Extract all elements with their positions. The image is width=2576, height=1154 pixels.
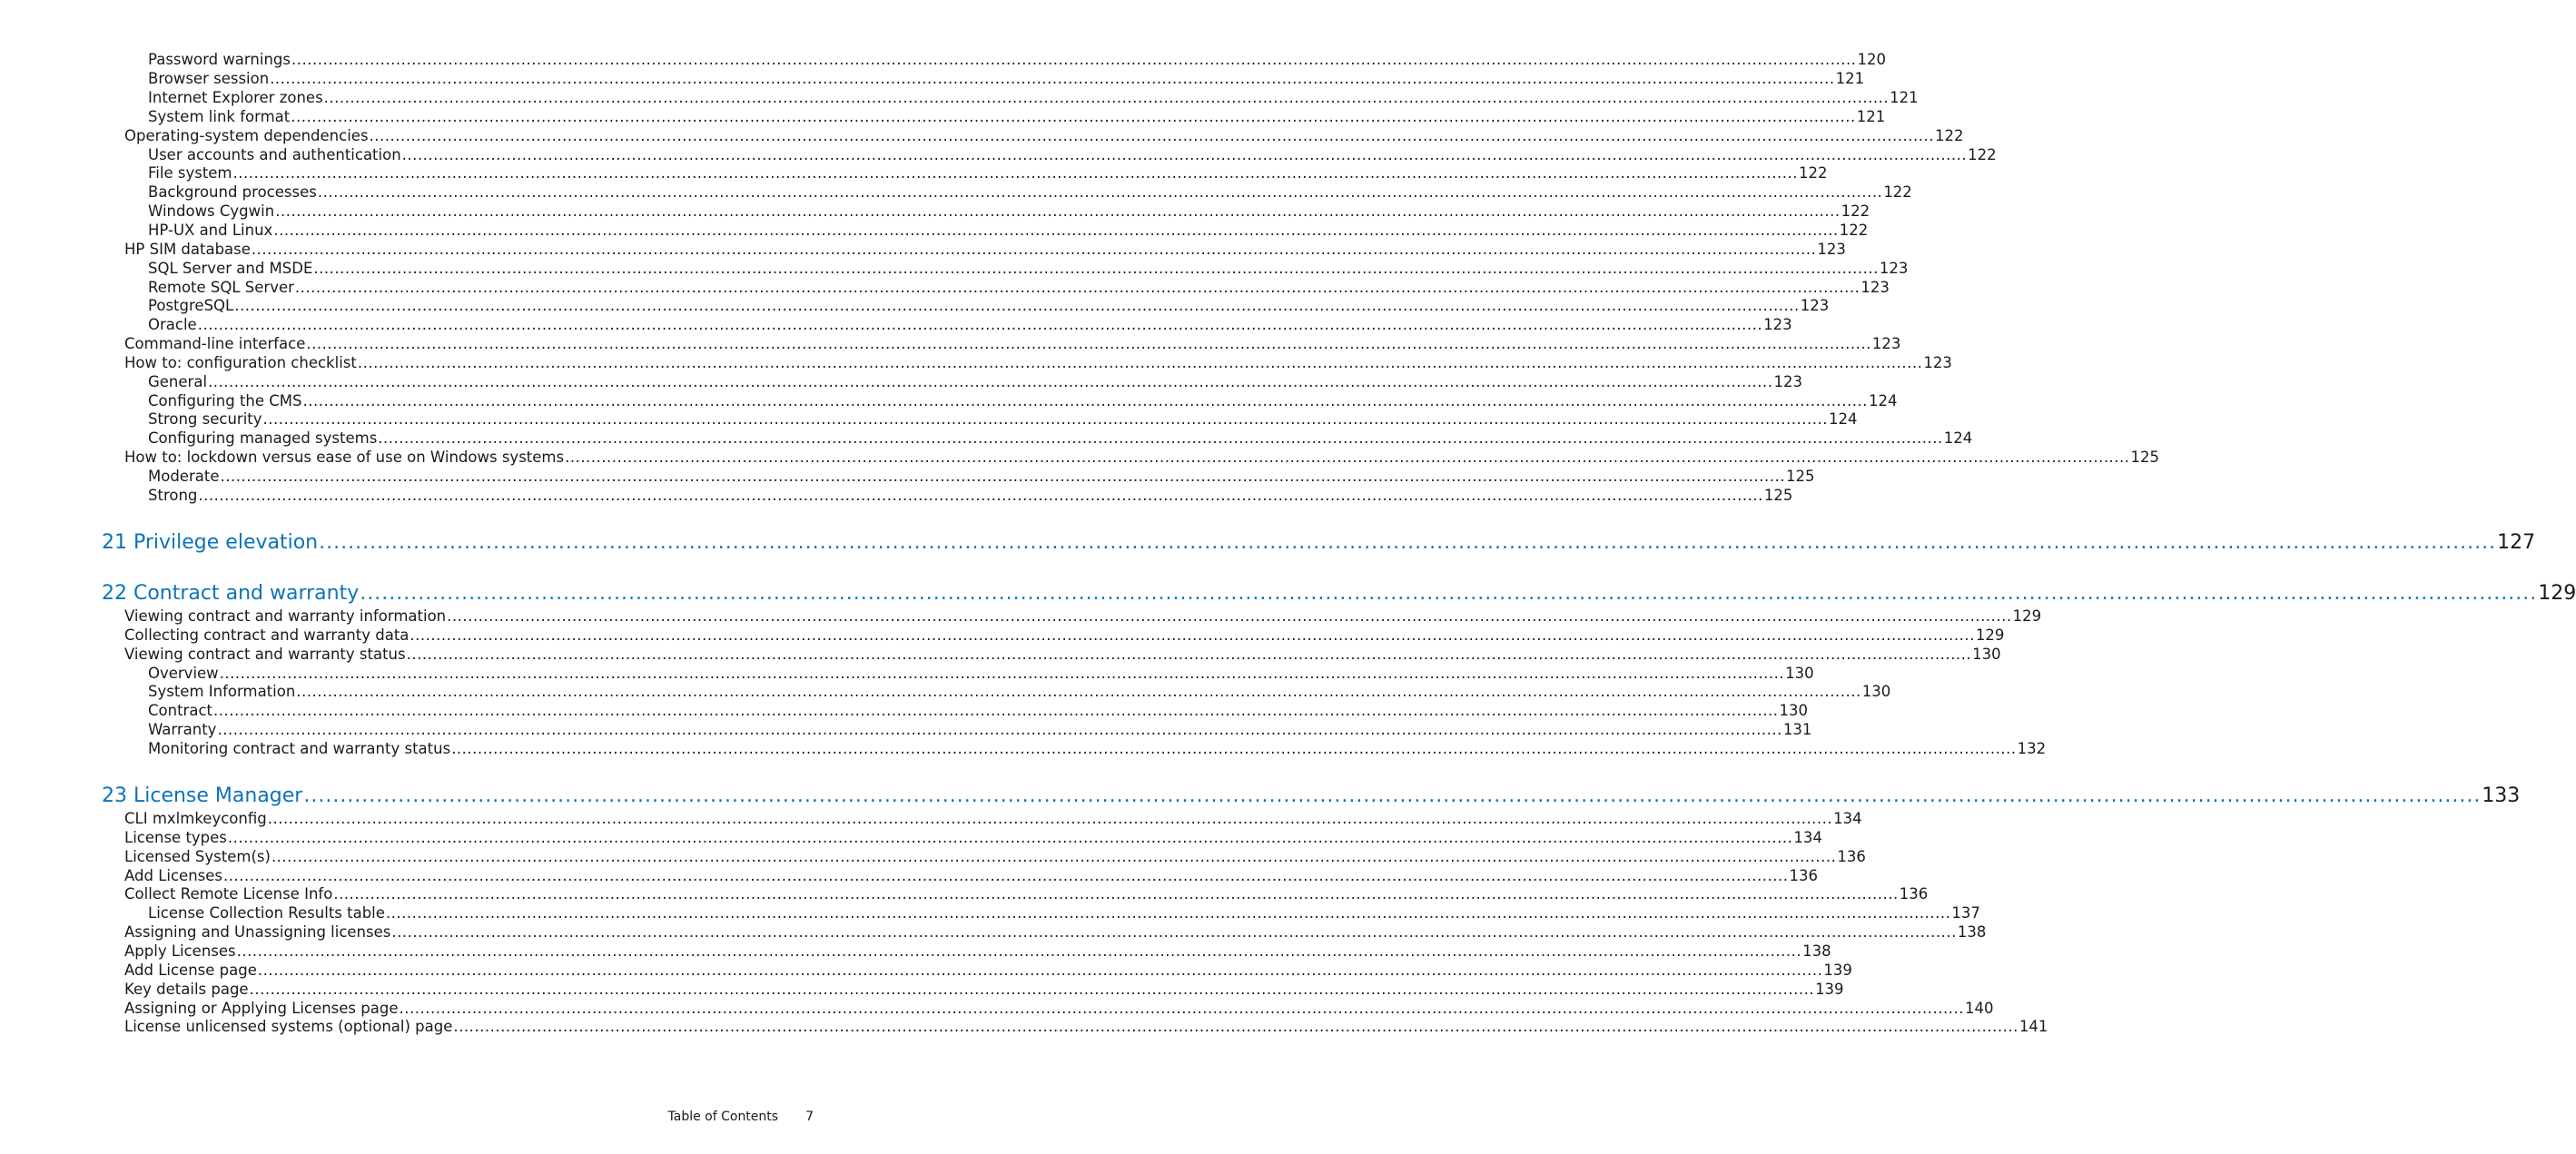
toc-entry[interactable] — [148, 409, 1858, 429]
toc-entry-title: Assigning and Unassigning licenses — [124, 923, 391, 941]
toc-entry-title: CLI mxlmkeyconfig — [124, 810, 267, 827]
toc-entry[interactable] — [124, 626, 2005, 645]
toc-page-number: 134 — [1793, 829, 1822, 846]
toc-entry[interactable] — [124, 847, 1866, 866]
toc-page-number: 125 — [1763, 487, 1793, 504]
toc-page-number: 125 — [1785, 468, 1815, 485]
toc-page-number: 122 — [1968, 146, 1997, 163]
toc-entry-title: Strong security — [148, 410, 262, 428]
toc-entry-title: Browser session — [148, 70, 270, 87]
toc-dot-leader: ............................................................................................................................................................................................................................................................................................................ — [198, 487, 1763, 504]
toc-page-number: 125 — [2130, 449, 2160, 466]
toc-entry-title: Assigning or Applying Licenses page — [124, 1000, 399, 1017]
toc-entry-title: Contract — [148, 702, 212, 719]
toc-chapter-entry[interactable] — [102, 581, 2576, 607]
toc-entry[interactable] — [148, 145, 1997, 164]
toc-page-number: 121 — [1835, 70, 1865, 87]
toc-entry-title: 23 License Manager — [102, 784, 303, 807]
toc-dot-leader: ............................................................................................................................................................................................................................................................................................................ — [360, 582, 2538, 605]
toc-page-number: 123 — [1763, 316, 1792, 333]
toc-dot-leader: ............................................................................................................................................................................................................................................................................................................ — [391, 923, 1957, 941]
toc-entry-title: System link format — [148, 108, 291, 125]
toc-entry[interactable] — [148, 720, 1812, 739]
toc-dot-leader: ............................................................................................................................................................................................................................................................................................................ — [401, 146, 1968, 163]
toc-entry[interactable] — [124, 961, 1852, 980]
toc-dot-leader: ............................................................................................................................................................................................................................................................................................................ — [257, 962, 1823, 979]
toc-dot-leader: ............................................................................................................................................................................................................................................................................................................ — [271, 848, 1837, 865]
toc-entry[interactable] — [148, 50, 1886, 69]
toc-dot-leader: ............................................................................................................................................................................................................................................................................................................ — [296, 683, 1861, 700]
toc-page-number: 138 — [1957, 923, 1987, 941]
page-footer — [668, 1110, 814, 1124]
toc-dot-leader: ............................................................................................................................................................................................................................................................................................................ — [378, 429, 1943, 447]
toc-page-number: 130 — [1779, 702, 1808, 719]
toc-entry-title: File system — [148, 164, 232, 182]
toc-dot-leader: ............................................................................................................................................................................................................................................................................................................ — [291, 51, 1857, 68]
toc-entry-title: How to: lockdown versus ease of use on Windows systems — [124, 449, 565, 466]
toc-entry[interactable] — [124, 866, 1818, 885]
toc-dot-leader: ............................................................................................................................................................................................................................................................................................................ — [453, 1018, 2018, 1035]
toc-entry[interactable] — [148, 107, 1886, 126]
toc-dot-leader: ............................................................................................................................................................................................................................................................................................................ — [451, 740, 2017, 757]
toc-entry-title: Apply Licenses — [124, 942, 236, 960]
toc-dot-leader: ............................................................................................................................................................................................................................................................................................................ — [251, 241, 1817, 258]
toc-entry[interactable] — [148, 372, 1802, 391]
toc-dot-leader: ............................................................................................................................................................................................................................................................................................................ — [294, 279, 1860, 296]
toc-page-number: 122 — [1883, 183, 1912, 201]
toc-entry-title: Collect Remote License Info — [124, 885, 333, 902]
toc-entry[interactable] — [148, 682, 1891, 701]
toc-page-number: 122 — [1935, 127, 1964, 144]
toc-dot-leader: ............................................................................................................................................................................................................................................................................................................ — [369, 127, 1935, 144]
toc-dot-leader: ............................................................................................................................................................................................................................................................................................................ — [333, 885, 1899, 902]
toc-entry-title: Licensed System(s) — [124, 848, 271, 865]
toc-page-number: 120 — [1857, 51, 1886, 68]
toc-entry-title: 22 Contract and warranty — [102, 582, 360, 605]
toc-dot-leader: ............................................................................................................................................................................................................................................................................................................ — [236, 942, 1802, 960]
toc-page-number: 141 — [2018, 1018, 2048, 1035]
toc-entry[interactable] — [148, 701, 1808, 720]
toc-entry-title: Monitoring contract and warranty status — [148, 740, 451, 757]
toc-page-number: 136 — [1899, 885, 1929, 902]
toc-dot-leader: ............................................................................................................................................................................................................................................................................................................ — [273, 222, 1839, 239]
toc-dot-leader: ............................................................................................................................................................................................................................................................................................................ — [302, 392, 1868, 409]
toc-page-number: 124 — [1868, 392, 1898, 409]
toc-chapter-entry[interactable] — [102, 530, 2536, 556]
toc-entry-title: Internet Explorer zones — [148, 89, 323, 106]
toc-entry-title: License unlicensed systems (optional) page — [124, 1018, 453, 1035]
toc-chapter-entry[interactable] — [102, 784, 2521, 809]
toc-entry[interactable] — [124, 448, 2160, 467]
toc-dot-leader: ............................................................................................................................................................................................................................................................................................................ — [385, 904, 1951, 922]
toc-dot-leader: ............................................................................................................................................................................................................................................................................................................ — [306, 335, 1871, 352]
toc-entry-title: Add Licenses — [124, 867, 222, 884]
toc-entry[interactable] — [124, 809, 1862, 828]
toc-entry-title: Password warnings — [148, 51, 291, 68]
toc-entry[interactable] — [148, 739, 2047, 758]
toc-dot-leader: ............................................................................................................................................................................................................................................................................................................ — [406, 646, 1972, 663]
toc-entry-title: General — [148, 373, 208, 390]
toc-page-number: 137 — [1951, 904, 1980, 922]
toc-entry[interactable] — [148, 664, 1814, 683]
toc-entry[interactable] — [124, 999, 1994, 1018]
toc-entry[interactable] — [124, 922, 1987, 942]
toc-page-number: 130 — [1785, 665, 1814, 682]
toc-page-number: 123 — [1879, 260, 1909, 277]
toc-dot-leader: ............................................................................................................................................................................................................................................................................................................ — [232, 164, 1798, 182]
toc-page-number: 124 — [1943, 429, 1973, 447]
toc-page-number: 129 — [2012, 607, 2042, 625]
toc-dot-leader: ............................................................................................................................................................................................................................................................................................................ — [219, 665, 1785, 682]
toc-entry[interactable] — [124, 1017, 2048, 1036]
toc-entry[interactable] — [148, 182, 1912, 202]
toc-page-number: 139 — [1815, 981, 1844, 998]
toc-entry-title: Background processes — [148, 183, 317, 201]
footer-page-number: 7 — [805, 1110, 814, 1124]
toc-dot-leader: ............................................................................................................................................................................................................................................................................................................ — [357, 354, 1923, 371]
toc-entry-title: PostgreSQL — [148, 297, 234, 314]
footer-section-title: Table of Contents — [667, 1110, 779, 1124]
toc-entry-title: Strong — [148, 487, 198, 504]
toc-dot-leader: ............................................................................................................................................................................................................................................................................................................ — [275, 202, 1841, 220]
toc-page-number: 140 — [1964, 1000, 1994, 1017]
toc-page-number: 123 — [1923, 354, 1952, 371]
toc-dot-leader: ............................................................................................................................................................................................................................................................................................................ — [303, 784, 2482, 807]
toc-entry-title: Viewing contract and warranty status — [124, 646, 406, 663]
toc-dot-leader: ............................................................................................................................................................................................................................................................................................................ — [447, 607, 2012, 625]
toc-page-number: 129 — [1975, 626, 2005, 644]
toc-dot-leader: ............................................................................................................................................................................................................................................................................................................ — [249, 981, 1815, 998]
toc-entry[interactable] — [148, 486, 1793, 505]
toc-entry-title: Key details page — [124, 981, 249, 998]
toc-entry-title: Configuring managed systems — [148, 429, 378, 447]
toc-page-number: 130 — [1972, 646, 2001, 663]
toc-dot-leader: ............................................................................................................................................................................................................................................................................................................ — [267, 810, 1833, 827]
toc-page-number: 132 — [2017, 740, 2047, 757]
toc-entry-title: Overview — [148, 665, 219, 682]
toc-dot-leader: ............................................................................................................................................................................................................................................................................................................ — [270, 70, 1835, 87]
toc-entry-title: SQL Server and MSDE — [148, 260, 313, 277]
toc-entry[interactable] — [148, 163, 1828, 182]
toc-entry-title: Windows Cygwin — [148, 202, 275, 220]
toc-entry[interactable] — [148, 259, 1909, 278]
toc-page-number: 136 — [1837, 848, 1866, 865]
toc-entry[interactable] — [148, 391, 1898, 410]
toc-dot-leader: ............................................................................................................................................................................................................................................................................................................ — [291, 108, 1856, 125]
toc-entry[interactable] — [124, 884, 1929, 903]
toc-entry-title: License types — [124, 829, 227, 846]
toc-page-number: 123 — [1800, 297, 1830, 314]
toc-entry-title: System Information — [148, 683, 296, 700]
toc-entry-title: HP-UX and Linux — [148, 222, 273, 239]
toc-entry[interactable] — [148, 69, 1865, 88]
toc-dot-leader: ............................................................................................................................................................................................................................................................................................................ — [234, 297, 1800, 314]
toc-page-number: 121 — [1890, 89, 1919, 106]
toc-entry-title: Moderate — [148, 468, 220, 485]
toc-page-number: 131 — [1782, 721, 1812, 738]
toc-dot-leader: ............................................................................................................................................................................................................................................................................................................ — [319, 531, 2497, 554]
toc-dot-leader: ............................................................................................................................................................................................................................................................................................................ — [399, 1000, 1964, 1017]
toc-dot-leader: ............................................................................................................................................................................................................................................................................................................ — [323, 89, 1890, 106]
toc-page-number: 123 — [1817, 241, 1846, 258]
toc-entry[interactable] — [124, 240, 1846, 259]
toc-entry[interactable] — [148, 278, 1890, 297]
toc-entry[interactable] — [124, 942, 1831, 961]
toc-page-number: 122 — [1841, 202, 1870, 220]
toc-dot-leader: ............................................................................................................................................................................................................................................................................................................ — [317, 183, 1883, 201]
toc-entry-title: Warranty — [148, 721, 217, 738]
toc-entry[interactable] — [124, 828, 1822, 847]
toc-entry[interactable] — [148, 221, 1869, 240]
toc-entry[interactable] — [124, 126, 1964, 145]
toc-dot-leader: ............................................................................................................................................................................................................................................................................................................ — [410, 626, 1975, 644]
toc-entry-title: How to: configuration checklist — [124, 354, 357, 371]
toc-entry-title: Remote SQL Server — [148, 279, 294, 296]
toc-page-number: 123 — [1860, 279, 1890, 296]
toc-entry[interactable] — [148, 429, 1973, 448]
toc-page-number: 133 — [2482, 784, 2521, 807]
toc-entry-title: Oracle — [148, 316, 197, 333]
toc-page-number: 139 — [1823, 962, 1852, 979]
toc-page-number: 123 — [1773, 373, 1802, 390]
toc-page-number: 122 — [1798, 164, 1828, 182]
toc-entry[interactable] — [148, 88, 1919, 107]
toc-dot-leader: ............................................................................................................................................................................................................................................................................................................ — [212, 702, 1779, 719]
toc-entry[interactable] — [124, 607, 2042, 626]
toc-entry[interactable] — [148, 903, 1980, 922]
toc-page-number: 123 — [1871, 335, 1901, 352]
toc-entry-title: Add License page — [124, 962, 257, 979]
toc-page-number: 124 — [1828, 410, 1858, 428]
toc-entry-title: Collecting contract and warranty data — [124, 626, 410, 644]
toc-dot-leader: ............................................................................................................................................................................................................................................................................................................ — [227, 829, 1793, 846]
toc-entry-title: Viewing contract and warranty information — [124, 607, 447, 625]
toc-entry-title: Operating-system dependencies — [124, 127, 369, 144]
toc-dot-leader: ............................................................................................................................................................................................................................................................................................................ — [565, 449, 2130, 466]
toc-entry[interactable] — [124, 353, 1952, 372]
toc-dot-leader: ............................................................................................................................................................................................................................................................................................................ — [197, 316, 1763, 333]
toc-entry-title: 21 Privilege elevation — [102, 531, 319, 554]
toc-dot-leader: ............................................................................................................................................................................................................................................................................................................ — [208, 373, 1773, 390]
toc-page-number: 122 — [1839, 222, 1869, 239]
toc-dot-leader: ............................................................................................................................................................................................................................................................................................................ — [262, 410, 1828, 428]
toc-page-number: 136 — [1789, 867, 1818, 884]
toc-entry[interactable] — [148, 315, 1792, 334]
toc-entry[interactable] — [148, 467, 1815, 486]
toc-entry-title: License Collection Results table — [148, 904, 385, 922]
toc-dot-leader: ............................................................................................................................................................................................................................................................................................................ — [313, 260, 1879, 277]
toc-entry-title: User accounts and authentication — [148, 146, 401, 163]
toc-dot-leader: ............................................................................................................................................................................................................................................................................................................ — [220, 468, 1785, 485]
toc-entry[interactable] — [124, 645, 2001, 664]
toc-dot-leader: ............................................................................................................................................................................................................................................................................................................ — [223, 867, 1789, 884]
toc-entry[interactable] — [148, 296, 1830, 315]
toc-entry[interactable] — [148, 202, 1870, 221]
toc-dot-leader: ............................................................................................................................................................................................................................................................................................................ — [217, 721, 1782, 738]
toc-page-number: 127 — [2497, 531, 2536, 554]
toc-entry-title: Configuring the CMS — [148, 392, 302, 409]
toc-page-number: 138 — [1802, 942, 1831, 960]
toc-page-number: 134 — [1833, 810, 1862, 827]
toc-entry-title: HP SIM database — [124, 241, 251, 258]
toc-entry[interactable] — [124, 334, 1901, 353]
toc-page-number: 121 — [1856, 108, 1886, 125]
toc-entry[interactable] — [124, 980, 1844, 999]
toc-page-number: 129 — [2538, 582, 2576, 605]
toc-page-number: 130 — [1861, 683, 1891, 700]
toc-entry-title: Command-line interface — [124, 335, 306, 352]
